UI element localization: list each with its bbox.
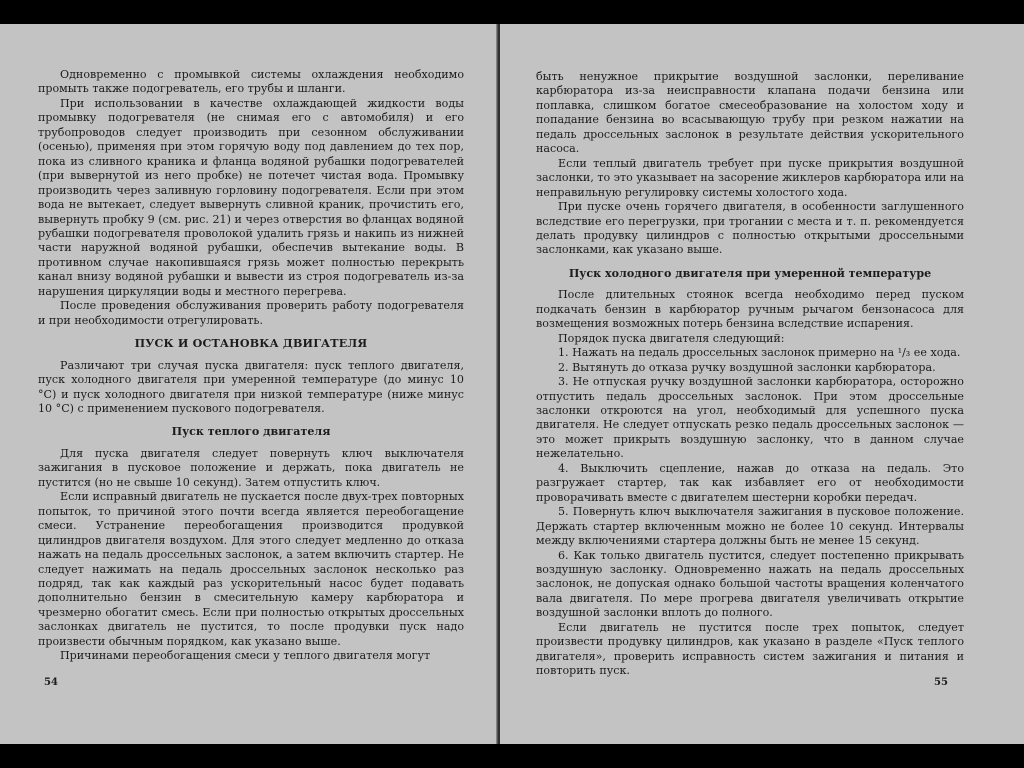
subsection-heading: Пуск теплого двигателя xyxy=(171,425,331,439)
list-item: 1. Нажать на педаль дроссельных заслонок примерно на ¹/₃ ее хода. xyxy=(558,346,961,360)
page-right-text xyxy=(536,70,964,679)
list-item: 5. Повернуть ключ выключателя зажигания в пусковое положение. Держать стартер включенным можно не более 10 секунд. Интервалы между включениями стартера должны быть не менее 15 секунд. xyxy=(536,505,964,548)
paragraph: После длительных стоянок всегда необходимо перед пуском подкачать бензин в карбюратор ручным рычагом бензонасоса для возмещения возможных потерь бензина вследствие испарения. xyxy=(536,288,964,331)
paragraph: При пуске очень горячего двигателя, в особенности заглушенного вследствие его перегрузки, при трогании с места и т. п. рекомендуется делать продувку цилиндров с полностью открытыми дроссельными заслонками, как указано выше. xyxy=(536,200,964,257)
page-left-text xyxy=(38,68,464,664)
paragraph: быть ненужное прикрытие воздушной заслонки, переливание карбюратора из-за неисправности клапана подачи бензина или поплавка, слишком богатое смесеобразование на холостом ходу и попадание бензина во всасывающую трубу при резком нажатии на педаль дроссельных заслонок в результате действия ускорительного насоса. xyxy=(536,70,964,156)
paragraph: Если теплый двигатель требует при пуске прикрытия воздушной заслонки, то это указывает на засорение жиклеров карбюратора или на неправильную регулировку системы холостого хода. xyxy=(536,156,964,199)
list-item: 6. Как только двигатель пустится, следует постепенно прикрывать воздушную заслонку. Одновременно нажать на педаль дроссельных заслонок, не допуская однако большой частоты вращения коленчатого вала двигателя. По мере прогрева двигателя увеличивать открытие воздушной заслонки вплоть до полного. xyxy=(536,548,964,620)
page-number: 55 xyxy=(934,677,948,688)
paragraph: После проведения обслуживания проверить работу подогревателя и при необходимости отрегулировать. xyxy=(38,299,464,327)
paragraph: При использовании в качестве охлаждающей жидкости воды промывку подогревателя (не снимая его с автомобиля) и его трубопроводов следует производить при сезонном обслуживании (осенью), применяя при этом горячую воду под давлением до тех пор, пока из сливного краника и фланца водяной рубашки подогревателей (при вывернутой из него пробке) не потечет чистая вода. Промывку производить через заливную горловину подогревателя. Если при этом вода не вытекает, следует вывернуть сливной краник, прочистить его, вывернуть пробку 9 (см. рис. 21) и через отверстия во фланцах водяной рубашки подогревателя проволокой удалить грязь и накипь из нижней части наружной водяной рубашки, обеспечив вытекание воды. В противном случае накопившаяся грязь может полностью перекрыть канал внизу водяной рубашки и вывести из строя подогреватель из-за нарушения циркуляции воды и местного перегрева. xyxy=(38,96,464,298)
list-item: 2. Вытянуть до отказа ручку воздушной заслонки карбюратора. xyxy=(558,360,936,374)
paragraph: Если исправный двигатель не пускается после двух-трех повторных попыток, то причиной этого почти всегда является переобогащение смеси. Устранение переобогащения производится продувкой цилиндров двигателя воздухом. Для этого следует медленно до отказа нажать на педаль дроссельных заслонок, а затем включить стартер. Не следует нажимать на педаль дроссельных заслонок несколько раз подряд, так как каждый раз ускорительный насос будет подавать дополнительно бензин в смесительную камеру карбюратора и чрезмерно обогатит смесь. Если при полностью открытых дроссельных заслонках двигатель не пустится, то после продувки пуск надо произвести обычным порядком, как указано выше. xyxy=(38,490,464,648)
paragraph: Если двигатель не пустится после трех попыток, следует произвести продувку цилиндров, как указано в разделе «Пуск теплого двигателя», проверить исправность систем зажигания и питания и повторить пуск. xyxy=(536,620,964,678)
paragraph: Для пуска двигателя следует повернуть ключ выключателя зажигания в пусковое положение и держать, пока двигатель не пустится (но не свыше 10 секунд). Затем отпустить ключ. xyxy=(38,446,464,489)
paragraph: Различают три случая пуска двигателя: пуск теплого двигателя, пуск холодного двигателя при умеренной температуре (до минус 10 °С) и пуск холодного двигателя при низкой температуре (ниже минус 10 °С) с применением пускового подогревателя. xyxy=(38,358,464,415)
list-item: 3. Не отпуская ручку воздушной заслонки карбюратора, осторожно отпустить педаль дроссельных заслонок. При этом дроссельные заслонки откроются на угол, необходимый для успешного пуска двигателя. Не следует отпускать резко педаль дроссельных заслонок — это может прикрыть воздушную заслонку, что в данном случае нежелательно. xyxy=(536,375,964,461)
page-number: 54 xyxy=(44,677,58,688)
section-heading: ПУСК И ОСТАНОВКА ДВИГАТЕЛЯ xyxy=(134,337,368,351)
subsection-heading: Пуск холодного двигателя при умеренной температуре xyxy=(568,266,932,280)
paragraph: Одновременно с промывкой системы охлаждения необходимо промыть также подогреватель, его трубы и шланги. xyxy=(38,68,464,96)
paragraph: Порядок пуска двигателя следующий: xyxy=(558,331,785,345)
list-item: 4. Выключить сцепление, нажав до отказа на педаль. Это разгружает стартер, так как избавляет его от необходимости проворачивать вместе с двигателем шестерни коробки передач. xyxy=(536,461,964,504)
page-right xyxy=(500,24,1024,744)
document-viewer xyxy=(0,24,1024,744)
page-left xyxy=(0,24,498,744)
paragraph: Причинами переобогащения смеси у теплого двигателя могут xyxy=(60,649,431,663)
